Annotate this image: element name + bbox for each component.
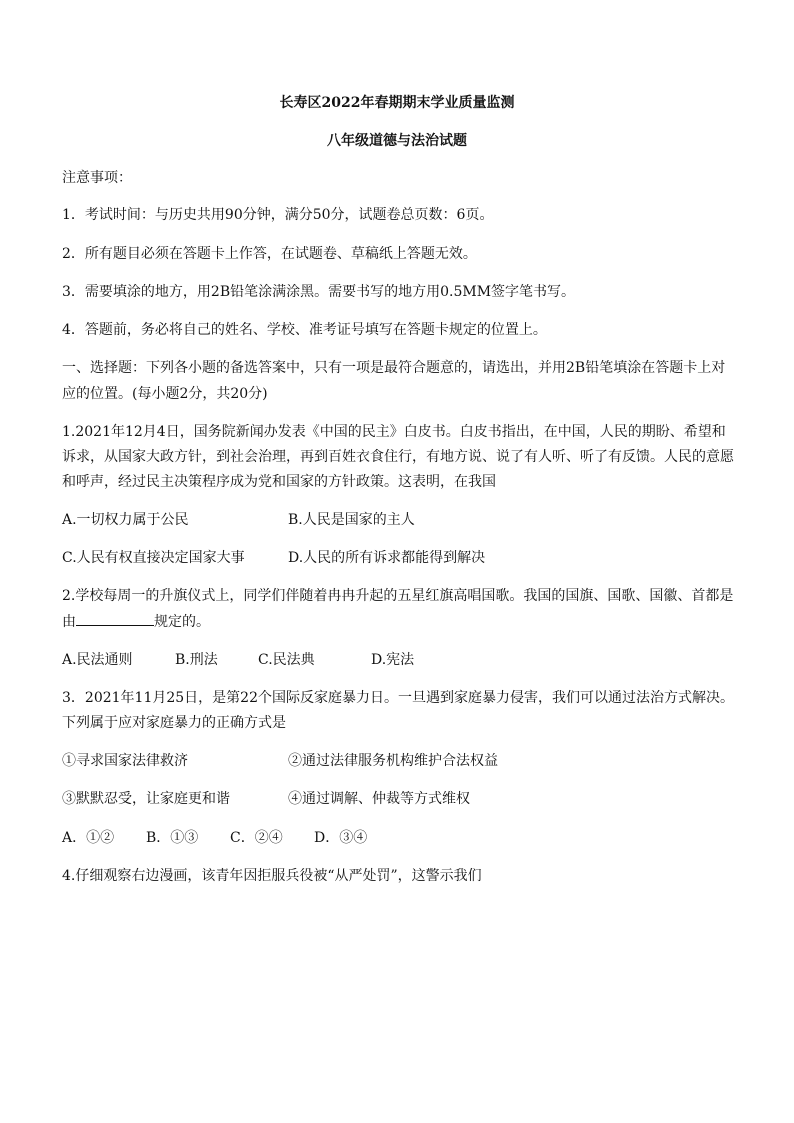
q3-stem-line2: 下列属于应对家庭暴力的正确方式是 <box>62 715 286 731</box>
q3-item-1: ①寻求国家法律救济 <box>62 753 188 769</box>
q2-stem-line2 <box>62 611 744 632</box>
q3-option-a: A．①② <box>62 830 115 846</box>
q2-option-d: D.宪法 <box>371 652 415 668</box>
exam-title: 长寿区2022年春期期末学业质量监测 <box>279 95 515 111</box>
section1-instruction-line2: 应的位置。(每小题2分，共20分) <box>62 386 268 402</box>
q3-stem-line1: 3．2021年11月25日，是第22个国际反家庭暴力日。一旦遇到家庭暴力侵害，我们可以通过法治方式解决。 <box>62 690 734 706</box>
section1-instruction-line1: 一、选择题：下列各小题的备选答案中，只有一项是最符合题意的，请选出，并用2B铅笔填涂在答题卡上对 <box>62 360 726 376</box>
q1-option-d: D.人民的所有诉求都能得到解决 <box>288 550 486 566</box>
q1-option-c: C.人民有权直接决定国家大事 <box>62 550 245 566</box>
q2-option-c: C.民法典 <box>258 652 315 668</box>
notes-heading: 注意事项： <box>62 170 132 186</box>
q3-item-2: ②通过法律服务机构维护合法权益 <box>288 753 498 769</box>
exam-subtitle: 八年级道德与法治试题 <box>327 133 467 149</box>
note-item-3: 3．需要填涂的地方，用2B铅笔涂满涂黑。需要书写的地方用0.5MM签字笔书写。 <box>62 284 576 300</box>
q3-option-b: B．①③ <box>146 830 199 846</box>
note-item-4: 4．答题前，务必将自己的姓名、学校、准考证号填写在答题卡规定的位置上。 <box>62 322 547 338</box>
q3-item-4: ④通过调解、仲裁等方式维权 <box>288 791 470 807</box>
q1-option-a: A.一切权力属于公民 <box>62 512 189 528</box>
q3-option-d: D．③④ <box>314 830 368 846</box>
q1-stem-line3: 和呼声，经过民主决策程序成为党和国家的方针政策。这表明，在我国 <box>62 474 496 490</box>
q4-stem-line1: 4.仔细观察右边漫画，该青年因拒服兵役被“从严处罚”，这警示我们 <box>62 868 482 884</box>
q3-item-3: ③默默忍受，让家庭更和谐 <box>62 791 230 807</box>
q1-stem-line2: 诉求，从国家大政方针，到社会治理，再到百姓衣食住行，有地方说、说了有人听、听了有反馈。人民的意愿 <box>62 449 734 465</box>
q2-option-a: A.民法通则 <box>62 652 133 668</box>
q2-stem-prefix: 由 <box>62 614 76 630</box>
q2-stem-line1: 2.学校每周一的升旗仪式上，同学们伴随着冉冉升起的五星红旗高唱国歌。我国的国旗、国歌、国徽、首都是 <box>62 588 734 604</box>
q2-stem-suffix: 规定的。 <box>154 614 210 630</box>
q1-option-b: B.人民是国家的主人 <box>288 512 415 528</box>
q2-option-b: B.刑法 <box>175 652 218 668</box>
q1-stem-line1: 1.2021年12月4日，国务院新闻办发表《中国的民主》白皮书。白皮书指出，在中国，人民的期盼、希望和 <box>62 424 726 440</box>
note-item-2: 2．所有题目必须在答题卡上作答，在试题卷、草稿纸上答题无效。 <box>62 246 477 262</box>
q3-option-c: C．②④ <box>230 830 283 846</box>
note-item-1: 1．考试时间：与历史共用90分钟，满分50分，试题卷总页数：6页。 <box>62 207 494 223</box>
q2-answer-blank <box>76 611 154 626</box>
